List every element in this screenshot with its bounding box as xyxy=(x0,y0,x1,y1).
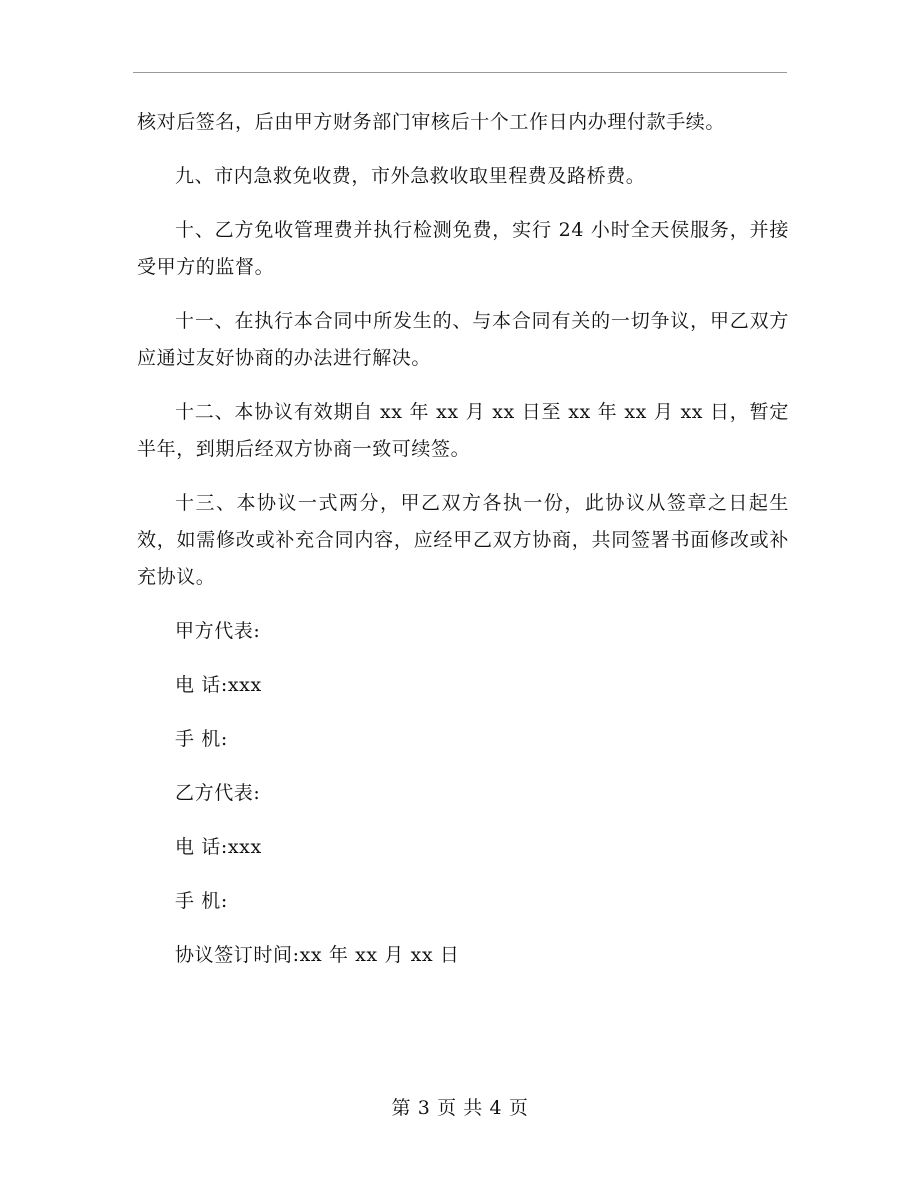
party-a-phone: 电 话:xxx xyxy=(175,674,262,696)
clause-10: 十、乙方免收管理费并执行检测免费，实行 24 小时全天侯服务，并接受甲方的监督。 xyxy=(137,219,789,278)
party-b-phone: 电 话:xxx xyxy=(175,836,262,858)
signing-date: 协议签订时间:xx 年 xx 月 xx 日 xyxy=(175,944,460,966)
clause-11: 十一、在执行本合同中所发生的、与本合同有关的一切争议，甲乙双方应通过友好协商的办法进行解决。 xyxy=(137,310,789,369)
party-a-representative: 甲方代表: xyxy=(175,620,261,642)
party-b-representative: 乙方代表: xyxy=(175,782,261,804)
clause-9: 九、市内急救免收费，市外急救收取里程费及路桥费。 xyxy=(175,165,646,187)
header-rule xyxy=(133,72,787,73)
clause-12: 十二、本协议有效期自 xx 年 xx 月 xx 日至 xx 年 xx 月 xx 日，暂定半年，到期后经双方协商一致可续签。 xyxy=(137,401,789,460)
paragraph-continuation: 核对后签名，后由甲方财务部门审核后十个工作日内办理付款手续。 xyxy=(137,111,726,133)
document-body xyxy=(137,104,789,991)
page-number: 第 3 页 共 4 页 xyxy=(391,1097,529,1119)
party-b-mobile: 手 机: xyxy=(175,890,228,912)
clause-13: 十三、本协议一式两分，甲乙双方各执一份，此协议从签章之日起生效，如需修改或补充合同内容，应经甲乙双方协商，共同签署书面修改或补充协议。 xyxy=(137,492,789,588)
party-a-mobile: 手 机: xyxy=(175,728,228,750)
